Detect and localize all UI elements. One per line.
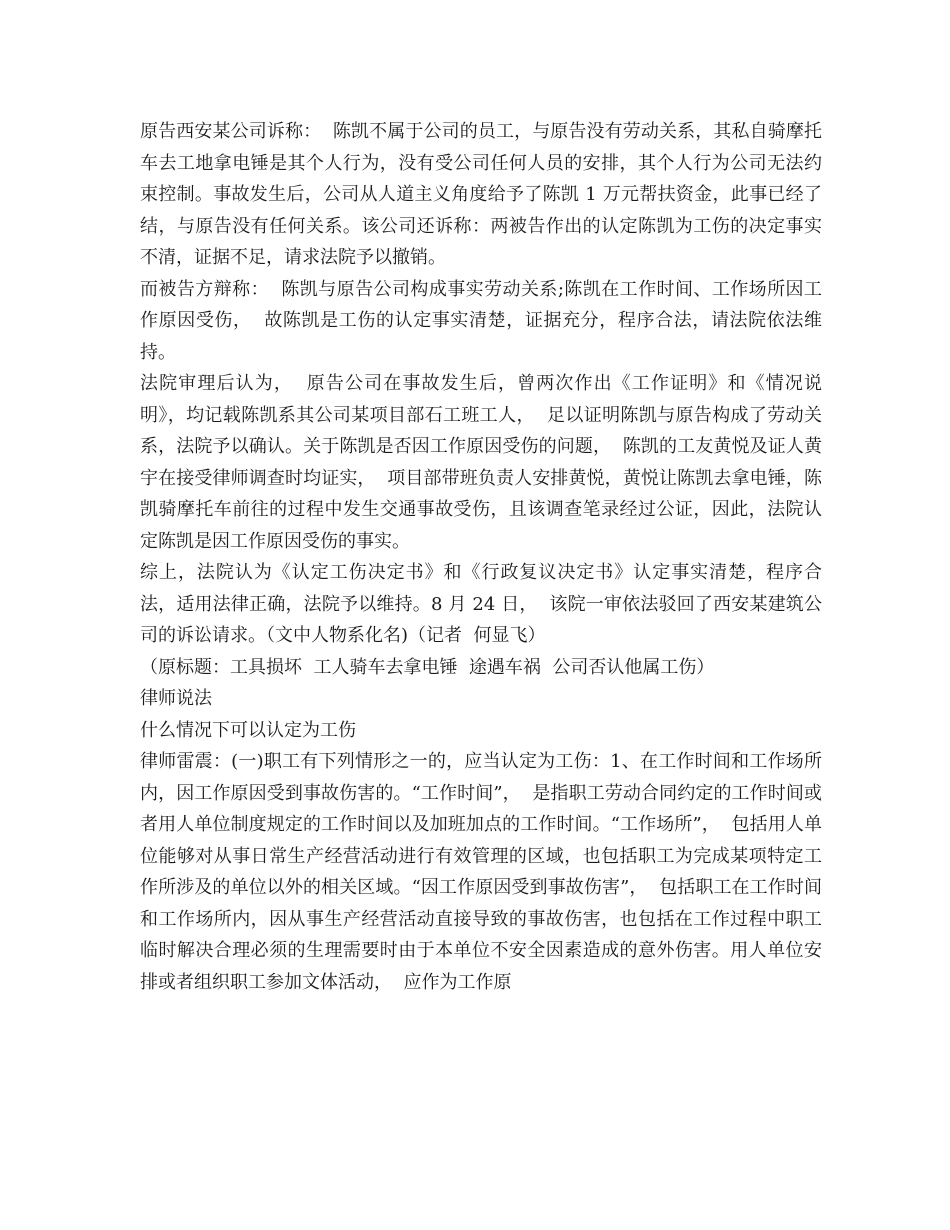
paragraph-original-title: （原标题：工具损坏 工人骑车去拿电锤 途遇车祸 公司否认他属工伤） — [140, 656, 715, 678]
paragraph-lawyer-explanation: 律师雷震：(一)职工有下列情形之一的，应当认定为工伤：1、在工作时间和工作场所内，因工作原因受到事故伤害的。“工作时间”， 是指职工劳动合同约定的工作时间或者用人单位制度规定的工作时间以及加班加点的工作时间。“工作场所”， 包括用人单位能够对从事日常生产经营活动进行有效管理的区域，也包括职工为完成某项特定工作所涉及的单位以外的相关区域。“因工作原因受到事故伤害”， 包括职工在工作时间和工作场所内，因从事生产经营活动直接导致的事故伤害，也包括在工作过程中职工临时解决合理必须的生理需要时由于本单位不安全因素造成的意外伤害。用人单位安排或者组织职工参加文体活动， 应作为工作原 — [140, 751, 822, 993]
paragraph-plaintiff-claim: 原告西安某公司诉称： 陈凯不属于公司的员工，与原告没有劳动关系，其私自骑摩托车去工地拿电锤是其个人行为，没有受公司任何人员的安排，其个人行为公司无法约束控制。事故发生后，公司从人道主义角度给予了陈凯 1 万元帮扶资金，此事已经了结，与原告没有任何关系。该公司还诉称：两被告作出的认定陈凯为工伤的决定事实不清，证据不足，请求法院予以撤销。 — [140, 121, 822, 268]
paragraph-court-reasoning: 法院审理后认为， 原告公司在事故发生后，曾两次作出《工作证明》和《情况说明》，均记载陈凯系其公司某项目部石工班工人， 足以证明陈凯与原告构成了劳动关系，法院予以确认。关于陈凯是否因工作原因受伤的问题， 陈凯的工友黄悦及证人黄宇在接受律师调查时均证实， 项目部带班负责人安排黄悦，黄悦让陈凯去拿电锤，陈凯骑摩托车前往的过程中发生交通事故受伤，且该调查笔录经过公证，因此，法院认定陈凯是因工作原因受伤的事实。 — [140, 373, 822, 552]
section-subheading-question: 什么情况下可以认定为工伤 — [140, 719, 356, 741]
section-heading-lawyer: 律师说法 — [140, 688, 212, 709]
paragraph-conclusion: 综上，法院认为《认定工伤决定书》和《行政复议决定书》认定事实清楚，程序合法，适用法律正确，法院予以维持。8 月 24 日， 该院一审依法驳回了西安某建筑公司的诉讼请求。（文中人物系化名)（记者 何显飞） — [140, 562, 822, 646]
paragraph-defendant-response: 而被告方辩称： 陈凯与原告公司构成事实劳动关系;陈凯在工作时间、工作场所因工作原因受伤， 故陈凯是工伤的认定事实清楚，证据充分，程序合法，请法院依法维持。 — [140, 278, 822, 363]
document-body — [140, 116, 822, 998]
